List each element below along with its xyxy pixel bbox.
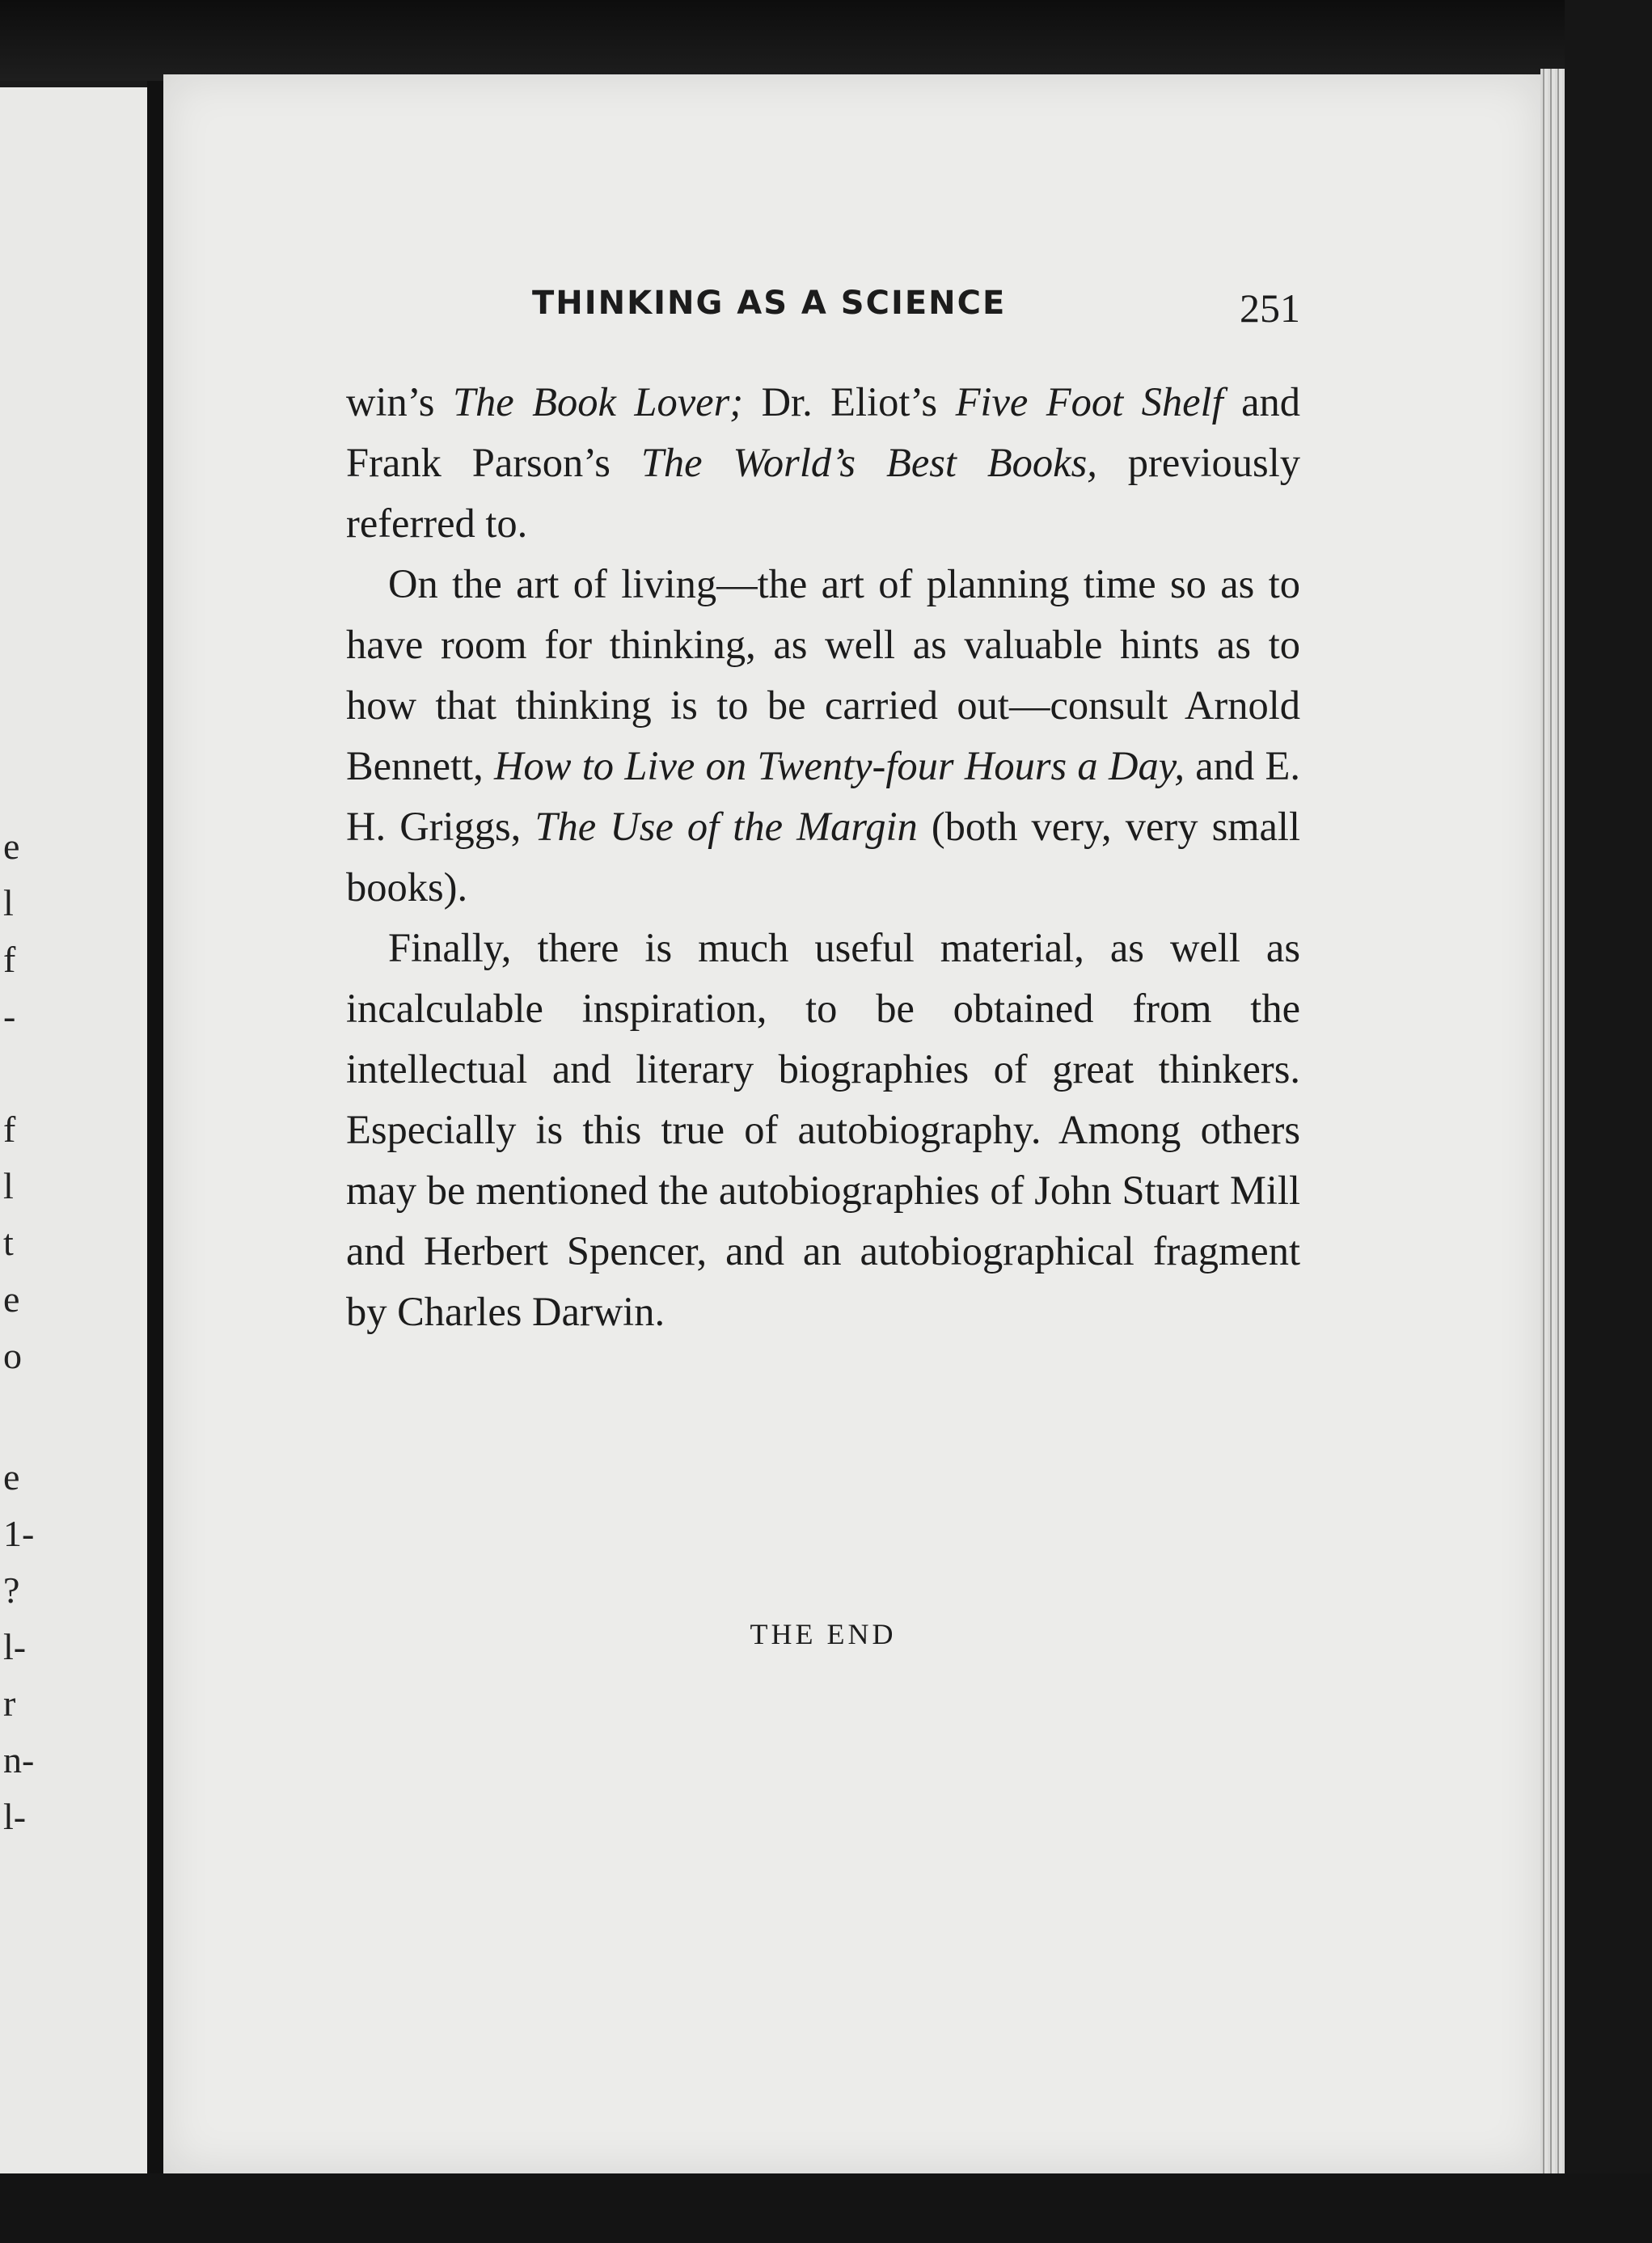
- facing-page-fragment: o: [3, 1335, 22, 1376]
- italic-title-run: Five Foot Shelf: [955, 379, 1223, 425]
- paragraph: [346, 918, 1300, 1342]
- facing-page-fragment: ?: [3, 1569, 20, 1611]
- italic-title-run: The World’s Best Books,: [640, 440, 1097, 485]
- facing-page-fragment: 1-: [3, 1513, 35, 1554]
- facing-page-fragment: t: [3, 1222, 14, 1263]
- text-run: On the art of living—the art of planning time so as to have room for thinking, as well as valuable hints as to how that thinking is to be carried out—consult Arnold Bennett,: [346, 561, 1300, 788]
- page-number: 251: [1240, 285, 1300, 331]
- facing-page-fragment: f: [3, 939, 16, 980]
- scan-border-top: [0, 0, 1652, 81]
- text-run: win’s: [346, 379, 453, 425]
- facing-page-fragment: l: [3, 1165, 14, 1206]
- page-body: [346, 372, 1300, 1342]
- facing-page-edge: [0, 87, 154, 2190]
- page-stack-edge: [1540, 69, 1565, 2179]
- paragraph: [346, 372, 1300, 554]
- text-run: (both very, very small books).: [346, 804, 1300, 910]
- text-run: and Frank Parson’s: [346, 379, 1301, 485]
- italic-title-run: How to Live on Twenty-four Hours a Day,: [494, 743, 1185, 788]
- italic-title-run: The Book Lover;: [452, 379, 744, 425]
- facing-page-fragment: e: [3, 1278, 20, 1320]
- facing-page-fragment: n-: [3, 1739, 35, 1780]
- facing-page-fragment: r: [3, 1683, 16, 1724]
- text-run: and E. H. Griggs,: [346, 743, 1300, 849]
- italic-title-run: The Use of the Margin: [534, 804, 918, 849]
- scan-border-right: [1565, 0, 1652, 2243]
- text-run: Dr. Eliot’s: [743, 379, 956, 425]
- facing-page-fragment: l-: [3, 1796, 27, 1837]
- running-head: THINKING AS A SCIENCE: [532, 285, 1007, 322]
- the-end-label: THE END: [750, 1618, 897, 1650]
- scan-border-bottom: [0, 2173, 1652, 2243]
- text-run: previously referred to.: [346, 440, 1300, 546]
- facing-page-fragment: -: [3, 995, 16, 1037]
- facing-page-fragment: e: [3, 1456, 20, 1497]
- text-run: Finally, there is much useful material, as well as incalculable inspiration, to be obtained from the intellectual and literary biographies of great thinkers. Especially is this true of autobiography. Among others may be mentioned the autobiographies of John Stuart Mill and Herbert Spencer, and an autobiographical fragment by Charles Darwin.: [346, 925, 1300, 1334]
- facing-page-fragment: e: [3, 826, 20, 867]
- book-gutter: [147, 81, 163, 2183]
- paragraph: [346, 554, 1300, 918]
- facing-page-fragment: l-: [3, 1626, 27, 1667]
- facing-page-fragment: f: [3, 1109, 16, 1150]
- page-header: [346, 285, 1300, 341]
- facing-page-fragment: l: [3, 882, 14, 923]
